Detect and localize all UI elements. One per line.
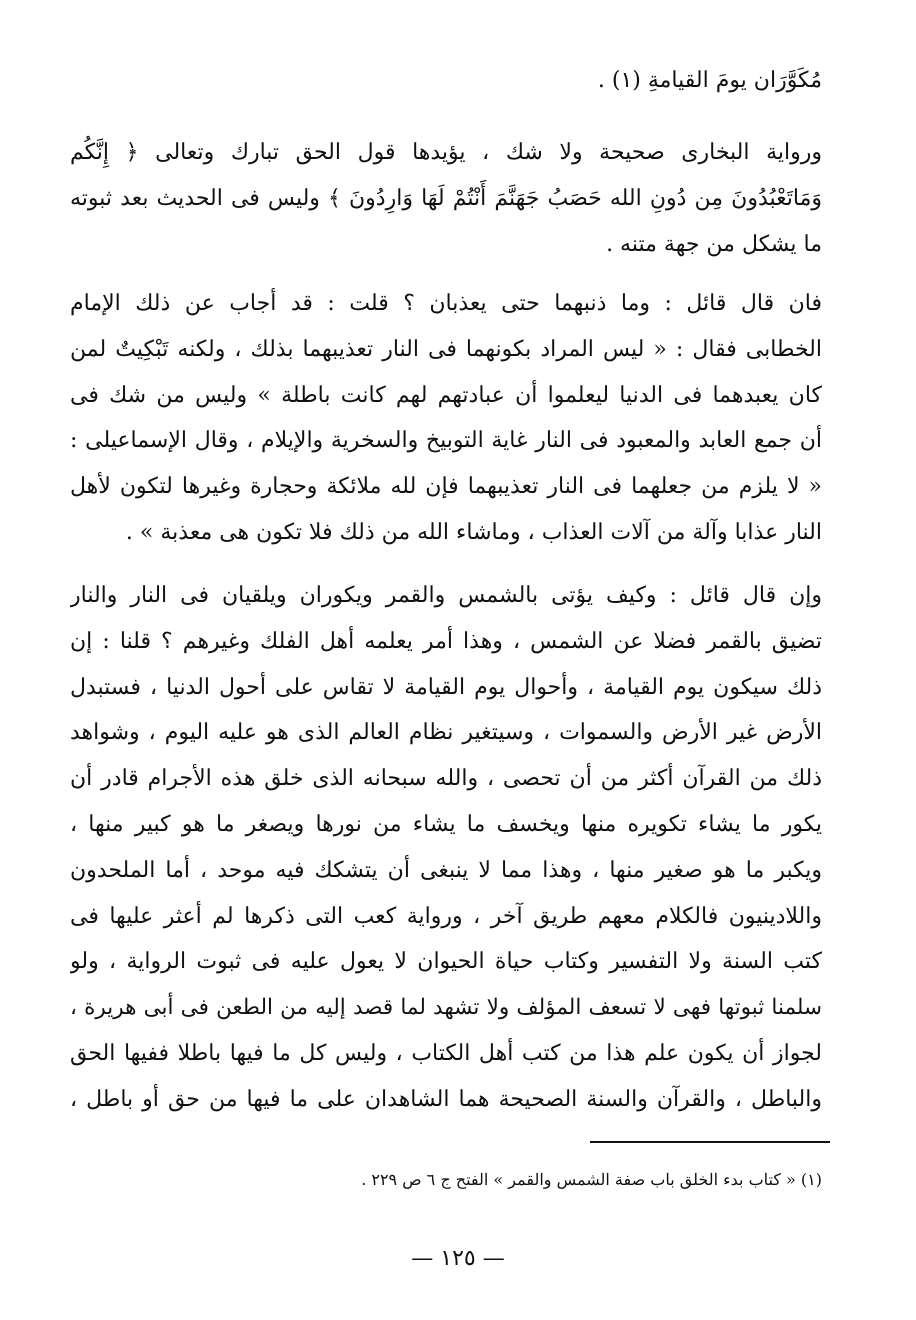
page-number: — ١٢٥ — (411, 1246, 505, 1271)
text-line: سلمنا ثبوتها فهى لا تسعف المؤلف ولا تشهد لما قصد إليه من الطعن فى أبى هريرة ، (70, 995, 822, 1021)
text-line: ذلك من القرآن أكثر من أن تحصى ، والله سبحانه الذى خلق هذه الأجرام قادر أن (70, 766, 822, 792)
text-line: ورواية البخارى صحيحة ولا شك ، يؤيدها قول الحق تبارك وتعالى ﴿ إِنَّكُم (70, 140, 822, 165)
text-line: ويكبر ما هو صغير منها ، وهذا مما لا ينبغى أن يتشكك فيه موحد ، أما الملحدون (70, 857, 822, 883)
text-line: واللادينيون فالكلام معهم طريق آخر ، ورواية كعب التى ذكرها لم أعثر عليها فى (70, 903, 822, 929)
text-line: الأرض غير الأرض والسموات ، وسيتغير نظام العالم الذى هو عليه اليوم ، وشواهد (70, 720, 822, 746)
text-line: ما يشكل من جهة متنه . (606, 231, 822, 257)
text-line: مُكَوَّرَان يومَ القيامةِ (١) . (597, 68, 822, 93)
paragraph-2 (70, 281, 822, 556)
text-line: لجواز أن يكون علم هذا من كتب أهل الكتاب ، وليس كل ما فيها باطلا ففيها الحق (70, 1040, 822, 1066)
text-line: النار عذابا وآلة من آلات العذاب ، وماشاء الله من ذلك فلا تكون هى معذبة » . (125, 519, 822, 545)
text-line: وَمَاتَعْبُدُونَ مِن دُونِ الله حَصَبُ جَهَنَّمَ أَنْتُمْ لَهَا وَارِدُونَ ﴾ وليس فى الحديث بعد ثبوته (70, 185, 822, 211)
text-line: الخطابى فقال : « ليس المراد بكونهما فى النار تعذيبهما بذلك ، ولكنه تَبْكِيتٌ لمن (70, 336, 822, 362)
footnote: (١) « كتاب بدء الخلق باب صفة الشمس والقمر » الفتح ج ٦ ص ٢٢٩ . (361, 1170, 822, 1189)
text-line: « لا يلزم من جعلهما فى النار تعذيبهما فإن لله ملائكة وحجارة وغيرها لتكون لأهل (70, 474, 822, 500)
paragraph-3 (70, 573, 822, 1123)
text-line: وإن قال قائل : وكيف يؤتى بالشمس والقمر ويكوران ويلقيان فى النار والنار (70, 583, 822, 608)
text-line: فان قال قائل : وما ذنبهما حتى يعذبان ؟ قلت : قد أجاب عن ذلك الإمام (70, 291, 822, 316)
text-line: أن جمع العابد والمعبود فى النار غاية التوبيخ والسخرية والإيلام ، وقال الإسماعيلى : (70, 428, 822, 454)
footnote-divider (590, 1141, 830, 1143)
text-line: كتب السنة ولا التفسير وكتاب حياة الحيوان لا يعول عليه فى ثبوت الرواية ، ولو (70, 949, 822, 975)
text-line: تضيق بالقمر فضلا عن الشمس ، وهذا أمر يعلمه أهل الفلك وغيرهم ؟ قلنا : إن (70, 628, 822, 654)
text-line: كان يعبدهما فى الدنيا ليعلموا أن عبادتهم لهم كانت باطلة » وليس من شك فى (70, 382, 822, 408)
text-line: يكور ما يشاء تكويره منها ويخسف ما يشاء من نورها ويصغر ما هو كبير منها ، (70, 811, 822, 837)
paragraph-1 (70, 130, 822, 267)
text-line: والباطل ، والقرآن والسنة الصحيحة هما الشاهدان على ما فيها من حق أو باطل ، (70, 1086, 822, 1112)
text-line: ذلك سيكون يوم القيامة ، وأحوال يوم القيامة لا تقاس على أحول الدنيا ، فستبدل (70, 674, 822, 700)
opening-line (70, 58, 822, 104)
